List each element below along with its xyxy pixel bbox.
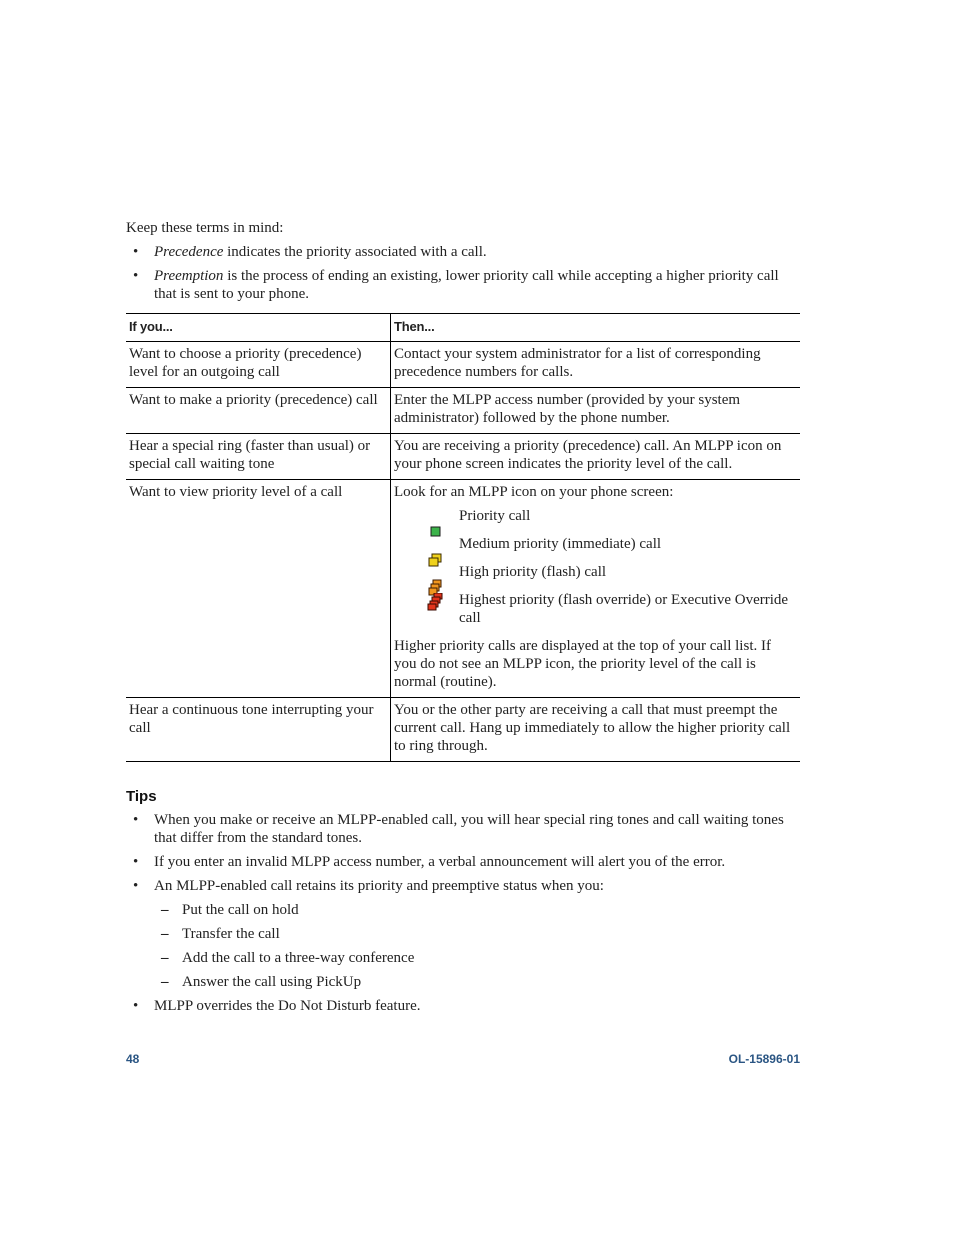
retains-status-list [154,901,800,991]
list-item [126,877,800,991]
page-content [126,219,800,1021]
table-row [126,698,800,762]
table-row [126,342,800,388]
term-preemption: Preemption [154,268,224,284]
icon-row-medium [394,535,797,553]
page-number: 48 [126,1052,140,1066]
term-precedence: Precedence [154,244,224,260]
list-item: • If you enter an invalid MLPP access number, a verbal announcement will alert you of the error. [126,853,800,871]
document-id: OL-15896-01 [728,1052,800,1066]
list-item: – Answer the call using PickUp [154,973,800,991]
intro-text: Keep these terms in mind: [126,220,284,236]
list-item-text: An MLPP-enabled call retains its priority and preemptive status when you: [154,878,604,894]
list-item: • When you make or receive an MLPP-enabled call, you will hear special ring tones and call waiting tones that differ from the standard tones. [126,811,800,847]
icon-label-highest: Highest priority (flash override) or Executive Override call [459,592,789,626]
term-precedence-definition: indicates the priority associated with a call. [223,244,487,260]
icon-row-priority [394,507,797,525]
list-item: – Put the call on hold [154,901,800,919]
tips-heading: Tips [126,788,157,805]
list-item [126,267,800,303]
table-cell-then [391,480,801,698]
mlpp-table [126,313,800,762]
list-item [126,243,800,261]
column-header-then: Then... [391,314,801,342]
table-header-row [126,314,800,342]
table-cell-if: Want to choose a priority (precedence) level for an outgoing call [126,342,391,388]
list-item: • MLPP overrides the Do Not Disturb feature. [126,997,800,1015]
table-cell-if: Hear a special ring (faster than usual) or special call waiting tone [126,434,391,480]
table-row [126,434,800,480]
icon-row-highest [394,591,797,627]
table-row [126,388,800,434]
table-cell-then: Enter the MLPP access number (provided by your system administrator) followed by the phone number. [391,388,801,434]
table-cell-then: You or the other party are receiving a call that must preempt the current call. Hang up immediately to allow the higher priority call to ring through. [391,698,801,762]
column-header-if: If you... [126,314,391,342]
icon-label-high: High priority (flash) call [459,564,607,580]
list-item: – Transfer the call [154,925,800,943]
table-cell-then: Contact your system administrator for a list of corresponding precedence numbers for calls. [391,342,801,388]
view-instruction: Look for an MLPP icon on your phone screen: [394,484,674,500]
icon-label-priority: Priority call [459,508,531,524]
table-cell-if: Hear a continuous tone interrupting your call [126,698,391,762]
terms-list [126,243,800,303]
table-row [126,480,800,698]
page-footer [126,1052,800,1066]
list-item: – Add the call to a three-way conference [154,949,800,967]
term-preemption-definition: is the process of ending an existing, lower priority call while accepting a higher priority call that is sent to your phone. [154,268,779,302]
table-cell-if: Want to make a priority (precedence) call [126,388,391,434]
icon-label-medium: Medium priority (immediate) call [459,536,662,552]
view-note: Higher priority calls are displayed at the top of your call list. If you do not see an MLPP icon, the priority level of the call is normal (routine). [394,638,771,690]
icon-row-high [394,563,797,581]
mlpp-icon-list [394,507,797,627]
highest-priority-red-icon [427,593,443,611]
table-cell-then: You are receiving a priority (precedence) call. An MLPP icon on your phone screen indicates the priority level of the call. [391,434,801,480]
tips-list [126,811,800,1015]
table-cell-if: Want to view priority level of a call [126,480,391,698]
